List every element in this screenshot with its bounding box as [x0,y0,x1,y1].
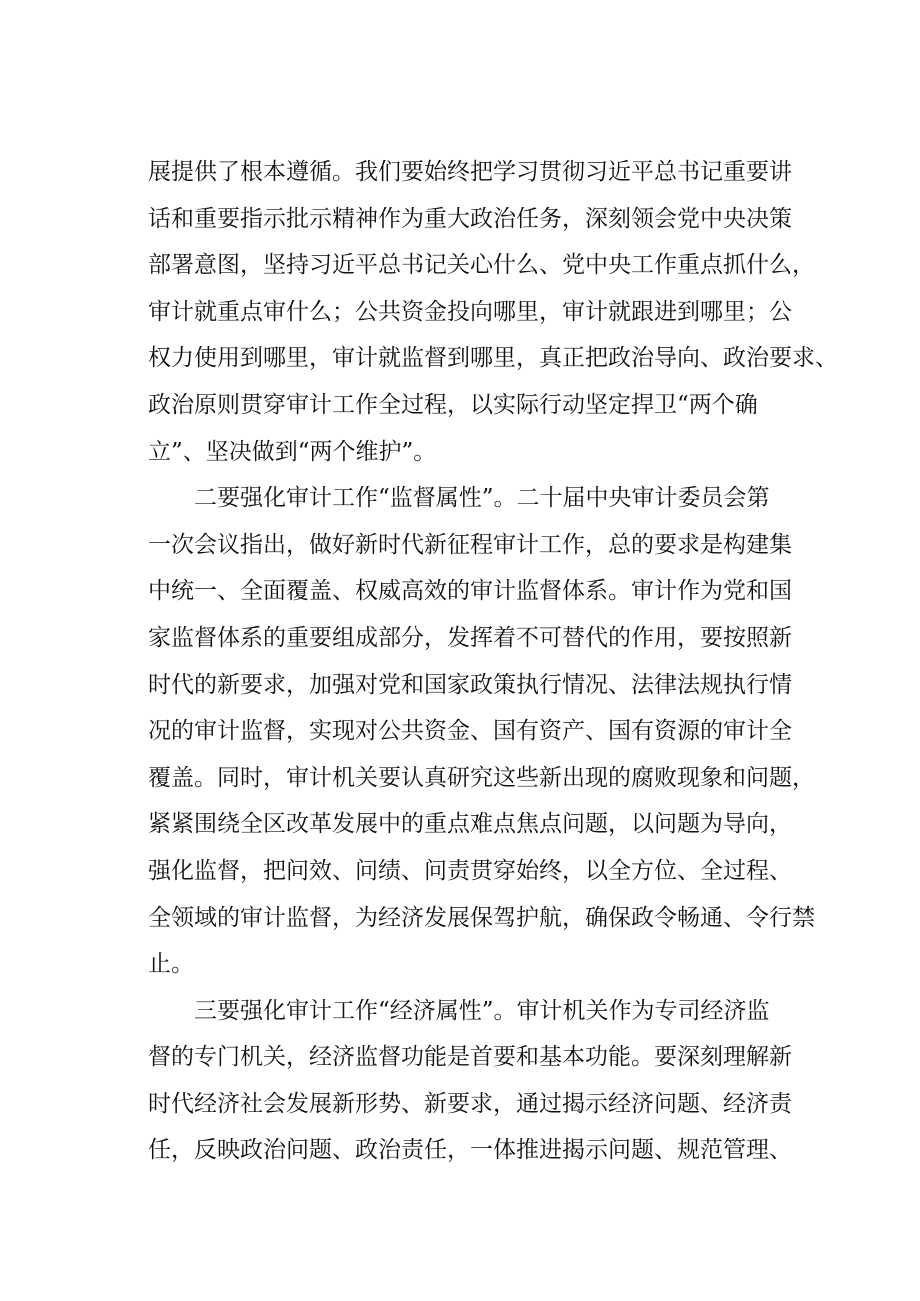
paragraph-line: 家监督体系的重要组成部分，发挥着不可替代的作用，要按照新 [148,624,792,651]
paragraph-line: 三要强化审计工作“经济属性”。审计机关作为专司经济监 [194,997,770,1024]
paragraph-line: 展提供了根本遵循。我们要始终把学习贯彻习近平总书记重要讲 [148,159,792,185]
paragraph-line: 话和重要指示批示精神作为重大政治任务，深刻领会党中央决策 [148,205,792,232]
paragraph-3 [148,999,798,1185]
paragraph-line: 督的专门机关，经济监督功能是首要和基本功能。要深刻理解新 [148,1044,792,1071]
paragraph-line: 时代的新要求，加强对党和国家政策执行情况、法律法规执行情 [148,671,792,698]
paragraph-line: 况的审计监督，实现对公共资金、国有资产、国有资源的审计全 [148,718,792,745]
paragraph-line: 立”、坚决做到“两个维护”。 [148,438,437,465]
paragraph-line: 紧紧围绕全区改革发展中的重点难点焦点问题，以问题为导向， [148,811,792,838]
paragraph-line: 全领域的审计监督，为经济发展保驾护航，确保政令畅通、令行禁 [148,904,815,931]
document-body [148,159,838,1185]
paragraph-line: 权力使用到哪里，审计就监督到哪里，真正把政治导向、政治要求、 [148,345,838,372]
paragraph-line: 审计就重点审什么；公共资金投向哪里，审计就跟进到哪里；公 [148,298,792,325]
paragraph-line: 政治原则贯穿审计工作全过程，以实际行动坚定捍卫“两个确 [148,391,758,418]
paragraph-line: 部署意图，坚持习近平总书记关心什么、党中央工作重点抓什么， [148,252,815,279]
paragraph-2 [148,485,815,999]
paragraph-line: 覆盖。同时，审计机关要认真研究这些新出现的腐败现象和问题， [148,764,815,791]
paragraph-line: 中统一、全面覆盖、权威高效的审计监督体系。审计作为党和国 [148,578,792,605]
paragraph-line: 时代经济社会发展新形势、新要求，通过揭示经济问题、经济责 [148,1090,792,1117]
paragraph-line: 一次会议指出，做好新时代新征程审计工作，总的要求是构建集 [148,531,792,558]
paragraph-line: 止。 [148,951,194,978]
paragraph-1 [148,159,838,486]
paragraph-line: 强化监督，把问效、问绩、问责贯穿始终，以全方位、全过程、 [148,857,792,884]
paragraph-line: 任，反映政治问题、政治责任，一体推进揭示问题、规范管理、 [148,1137,792,1164]
paragraph-line: 二要强化审计工作“监督属性”。二十届中央审计委员会第 [194,485,770,512]
